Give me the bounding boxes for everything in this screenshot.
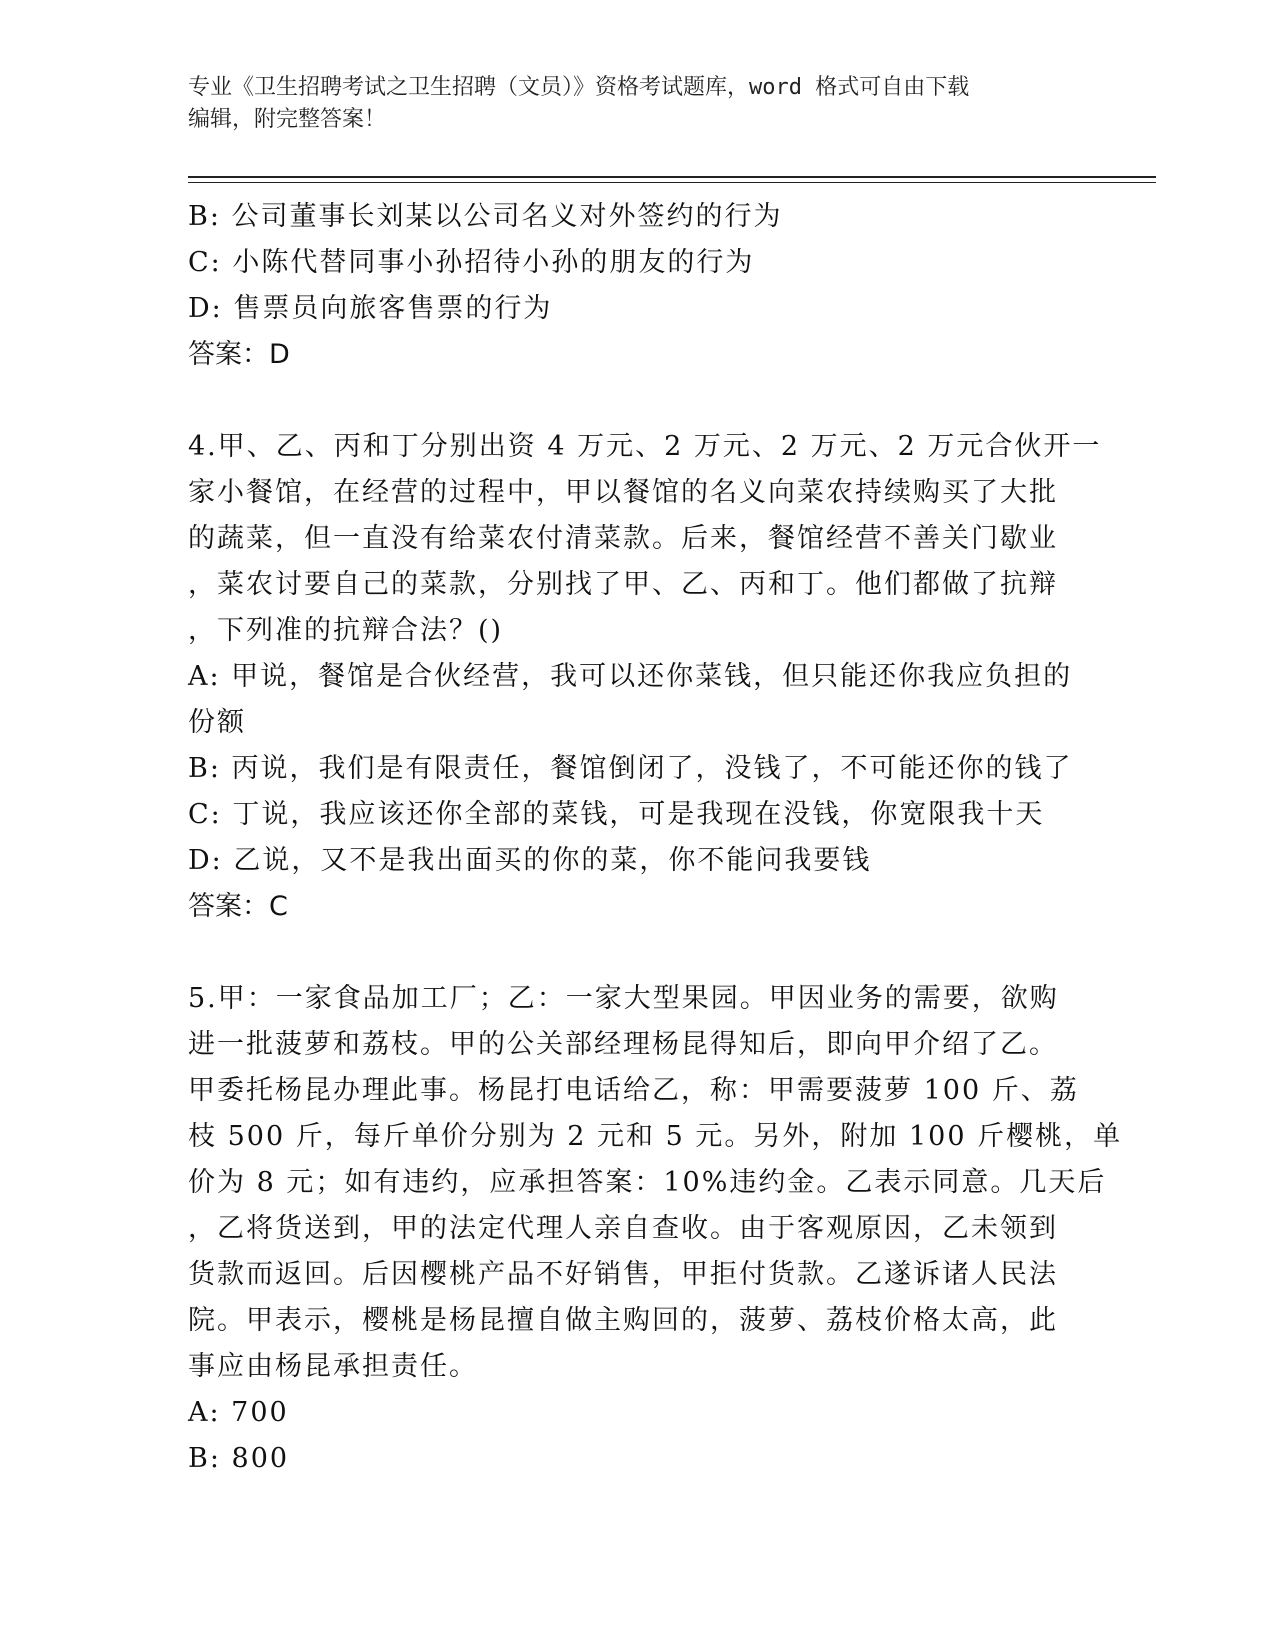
q5-stem-line: 事应由杨昆承担责任。: [188, 1351, 478, 1382]
q5-stem-line: 价为 8 元；如有违约，应承担答案：10%违约金。乙表示同意。几天后: [188, 1167, 1107, 1198]
q5-stem-line: 进一批菠萝和荔枝。甲的公关部经理杨昆得知后，即向甲介绍了乙。: [188, 1029, 1058, 1060]
question-5: [188, 976, 1123, 1482]
question-3: [188, 194, 1088, 378]
q3-answer: 答案：D: [188, 339, 290, 370]
q5-stem-line: 货款而返回。后因樱桃产品不好销售，甲拒付货款。乙遂诉诸人民法: [188, 1259, 1058, 1290]
q4-stem-line: ，菜农讨要自己的菜款，分别找了甲、乙、丙和丁。他们都做了抗辩: [188, 569, 1058, 600]
q5-stem-line: 院。甲表示，樱桃是杨昆擅自做主购回的，菠萝、荔枝价格太高，此: [188, 1305, 1058, 1336]
header-line-2: 编辑，附完整答案！: [188, 107, 387, 132]
q4-option-a: A: 甲说，餐馆是合伙经营，我可以还你菜钱，但只能还你我应负担的: [188, 661, 1073, 692]
q4-stem-line: ，下列准的抗辩合法？(): [188, 615, 504, 646]
q4-option-c: C: 丁说，我应该还你全部的菜钱，可是我现在没钱，你宽限我十天: [188, 799, 1045, 830]
q4-option-b: B: 丙说，我们是有限责任，餐馆倒闭了，没钱了，不可能还你的钱了: [188, 753, 1073, 784]
q3-option-c: C: 小陈代替同事小孙招待小孙的朋友的行为: [188, 247, 755, 278]
q3-option-d: D: 售票员向旅客售票的行为: [188, 293, 553, 324]
q4-stem-line: 4.甲、乙、丙和丁分别出资 4 万元、2 万元、2 万元、2 万元合伙开一: [188, 431, 1102, 462]
q3-option-b: B: 公司董事长刘某以公司名义对外签约的行为: [188, 201, 783, 232]
q4-option-d: D: 乙说，又不是我出面买的你的菜，你不能问我要钱: [188, 845, 872, 876]
header-divider-thin: [188, 182, 1156, 183]
document-body: [188, 194, 1123, 1482]
q5-stem-line: 甲委托杨昆办理此事。杨昆打电话给乙，称：甲需要菠萝 100 斤、荔: [188, 1075, 1079, 1106]
header-line-1: 专业《卫生招聘考试之卫生招聘（文员）》资格考试题库，word 格式可自由下载: [188, 75, 970, 100]
q5-option-a: A: 700: [188, 1397, 289, 1428]
document-header: [188, 72, 1088, 136]
q5-option-b: B: 800: [188, 1443, 290, 1474]
q5-stem-line: ，乙将货送到，甲的法定代理人亲自查收。由于客观原因，乙未领到: [188, 1213, 1058, 1244]
q4-stem-line: 的蔬菜，但一直没有给菜农付清菜款。后来，餐馆经营不善关门歇业: [188, 523, 1058, 554]
q4-answer: 答案：C: [188, 891, 288, 922]
q5-stem-line: 枝 500 斤，每斤单价分别为 2 元和 5 元。另外，附加 100 斤樱桃，单: [188, 1121, 1123, 1152]
q4-stem-line: 家小餐馆，在经营的过程中，甲以餐馆的名义向菜农持续购买了大批: [188, 477, 1058, 508]
question-4: [188, 424, 1102, 930]
q5-stem-line: 5.甲：一家食品加工厂；乙：一家大型果园。甲因业务的需要，欲购: [188, 983, 1059, 1014]
q4-option-a-cont: 份额: [188, 707, 246, 738]
header-divider-thick: [188, 176, 1156, 178]
